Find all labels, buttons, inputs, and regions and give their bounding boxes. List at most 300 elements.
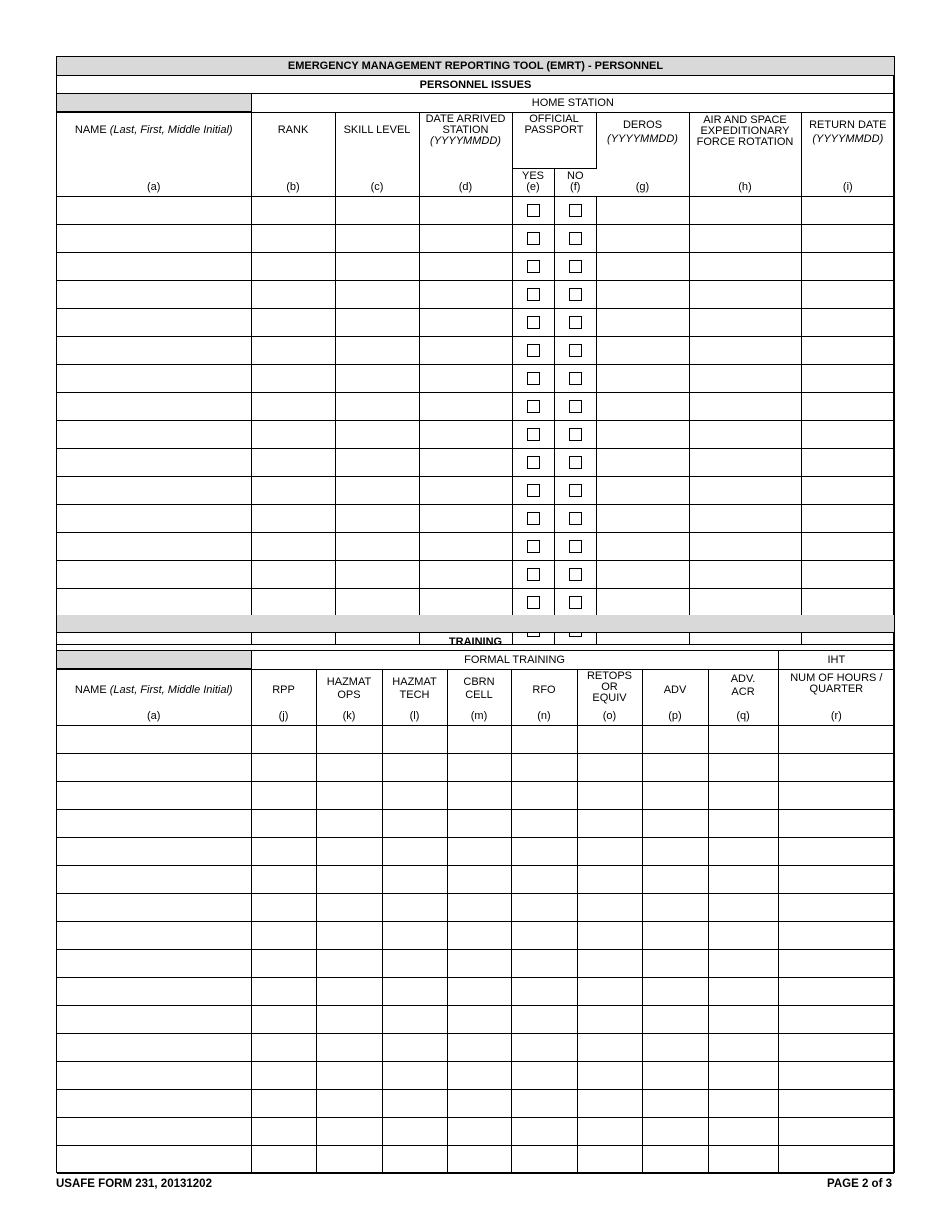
rank-field[interactable] [251,588,335,616]
name-field[interactable] [57,1061,251,1089]
adv-acr-field[interactable] [708,1089,778,1117]
adv-field[interactable] [642,1145,708,1173]
skill-level-field[interactable] [335,308,419,336]
passport-yes-cell [512,448,554,476]
deros-field[interactable] [596,560,689,588]
passport-no-checkbox[interactable] [569,232,582,245]
hazmat-tech-field[interactable] [382,1145,447,1173]
hazmat-ops-field[interactable] [316,1145,382,1173]
passport-no-checkbox[interactable] [569,344,582,357]
return-date-field[interactable] [801,448,894,476]
hazmat-tech-field[interactable] [382,1061,447,1089]
adv-acr-field[interactable] [708,949,778,977]
passport-yes-checkbox[interactable] [527,512,540,525]
name-field[interactable] [57,448,251,476]
aef-rotation-field[interactable] [689,420,801,448]
adv-field[interactable] [642,1061,708,1089]
retops-field[interactable] [577,977,642,1005]
return-date-field[interactable] [801,308,894,336]
passport-yes-checkbox[interactable] [527,260,540,273]
passport-yes-cell [512,420,554,448]
num-hours-field[interactable] [778,1005,894,1033]
date-arrived-field[interactable] [419,448,512,476]
hazmat-tech-field[interactable] [382,921,447,949]
rank-field[interactable] [251,448,335,476]
passport-no-checkbox[interactable] [569,596,582,609]
skill-level-field[interactable] [335,588,419,616]
adv-acr-field[interactable] [708,1145,778,1173]
rfo-field[interactable] [511,893,577,921]
return-date-field[interactable] [801,224,894,252]
date-arrived-field[interactable] [419,420,512,448]
retops-field[interactable] [577,893,642,921]
passport-no-checkbox[interactable] [569,428,582,441]
name-field[interactable] [57,725,251,753]
rank-field[interactable] [251,420,335,448]
hazmat-ops-field[interactable] [316,1117,382,1145]
num-hours-field[interactable] [778,949,894,977]
adv-field[interactable] [642,977,708,1005]
name-field[interactable] [57,224,251,252]
cbrn-cell-field[interactable] [447,837,511,865]
hazmat-ops-field[interactable] [316,837,382,865]
aef-rotation-field[interactable] [689,280,801,308]
return-date-field[interactable] [801,420,894,448]
rank-field[interactable] [251,476,335,504]
hazmat-ops-field[interactable] [316,753,382,781]
hazmat-tech-field[interactable] [382,977,447,1005]
skill-level-field[interactable] [335,420,419,448]
deros-field[interactable] [596,504,689,532]
return-date-field[interactable] [801,532,894,560]
hazmat-ops-field[interactable] [316,809,382,837]
passport-yes-checkbox[interactable] [527,456,540,469]
adv-acr-field[interactable] [708,865,778,893]
skill-level-field[interactable] [335,280,419,308]
cbrn-cell-field[interactable] [447,753,511,781]
hazmat-ops-field[interactable] [316,1005,382,1033]
rank-field[interactable] [251,532,335,560]
return-date-field[interactable] [801,196,894,224]
cbrn-cell-field[interactable] [447,1145,511,1173]
hazmat-ops-field[interactable] [316,1061,382,1089]
skill-level-field[interactable] [335,504,419,532]
return-date-field[interactable] [801,476,894,504]
date-arrived-field[interactable] [419,308,512,336]
aef-rotation-field[interactable] [689,336,801,364]
passport-yes-checkbox[interactable] [527,316,540,329]
rfo-field[interactable] [511,1089,577,1117]
rpp-field[interactable] [251,1033,316,1061]
passport-no-checkbox[interactable] [569,456,582,469]
adv-field[interactable] [642,949,708,977]
hazmat-ops-field[interactable] [316,893,382,921]
name-field[interactable] [57,1005,251,1033]
deros-field[interactable] [596,392,689,420]
retops-field[interactable] [577,1061,642,1089]
deros-field[interactable] [596,532,689,560]
cbrn-cell-field[interactable] [447,1061,511,1089]
retops-field[interactable] [577,725,642,753]
adv-acr-field[interactable] [708,921,778,949]
num-hours-field[interactable] [778,1089,894,1117]
return-date-field[interactable] [801,336,894,364]
name-field[interactable] [57,949,251,977]
rank-field[interactable] [251,504,335,532]
adv-acr-field[interactable] [708,781,778,809]
date-arrived-field[interactable] [419,476,512,504]
hazmat-ops-field[interactable] [316,921,382,949]
num-hours-field[interactable] [778,977,894,1005]
hazmat-ops-field[interactable] [316,977,382,1005]
num-hours-field[interactable] [778,809,894,837]
skill-level-field[interactable] [335,560,419,588]
deros-field[interactable] [596,308,689,336]
aef-rotation-field[interactable] [689,532,801,560]
rfo-field[interactable] [511,1145,577,1173]
cbrn-cell-field[interactable] [447,809,511,837]
deros-field[interactable] [596,420,689,448]
date-arrived-field[interactable] [419,504,512,532]
adv-acr-field[interactable] [708,837,778,865]
hazmat-ops-field[interactable] [316,1089,382,1117]
name-field[interactable] [57,893,251,921]
name-field[interactable] [57,280,251,308]
adv-field[interactable] [642,1089,708,1117]
num-hours-field[interactable] [778,893,894,921]
return-date-field[interactable] [801,364,894,392]
adv-acr-field[interactable] [708,725,778,753]
name-field[interactable] [57,588,251,616]
passport-no-checkbox[interactable] [569,288,582,301]
name-field[interactable] [57,809,251,837]
rpp-field[interactable] [251,725,316,753]
date-arrived-field[interactable] [419,560,512,588]
adv-field[interactable] [642,1033,708,1061]
rfo-field[interactable] [511,949,577,977]
num-hours-field[interactable] [778,1117,894,1145]
passport-yes-checkbox[interactable] [527,400,540,413]
adv-acr-field[interactable] [708,893,778,921]
date-arrived-field[interactable] [419,364,512,392]
rfo-field[interactable] [511,837,577,865]
cbrn-cell-field[interactable] [447,1089,511,1117]
name-field[interactable] [57,532,251,560]
date-arrived-field[interactable] [419,336,512,364]
retops-field[interactable] [577,1145,642,1173]
passport-no-checkbox[interactable] [569,484,582,497]
name-field[interactable] [57,420,251,448]
retops-field[interactable] [577,1089,642,1117]
skill-level-field[interactable] [335,364,419,392]
skill-level-field[interactable] [335,336,419,364]
rfo-field[interactable] [511,753,577,781]
passport-no-cell [554,364,596,392]
rfo-field[interactable] [511,865,577,893]
name-field[interactable] [57,196,251,224]
hazmat-ops-field[interactable] [316,725,382,753]
rank-field[interactable] [251,224,335,252]
rfo-field[interactable] [511,977,577,1005]
num-hours-field[interactable] [778,1061,894,1089]
rank-field[interactable] [251,392,335,420]
aef-rotation-field[interactable] [689,308,801,336]
passport-no-checkbox[interactable] [569,568,582,581]
name-field[interactable] [57,392,251,420]
cbrn-cell-field[interactable] [447,977,511,1005]
passport-yes-checkbox[interactable] [527,288,540,301]
num-hours-field[interactable] [778,781,894,809]
adv-acr-field[interactable] [708,753,778,781]
cbrn-cell-field[interactable] [447,725,511,753]
skill-level-field[interactable] [335,224,419,252]
rank-field[interactable] [251,336,335,364]
date-arrived-field[interactable] [419,280,512,308]
aef-rotation-field[interactable] [689,560,801,588]
hazmat-ops-field[interactable] [316,865,382,893]
rfo-field[interactable] [511,1117,577,1145]
skill-level-field[interactable] [335,476,419,504]
skill-level-field[interactable] [335,252,419,280]
aef-rotation-col-header [689,112,801,196]
rfo-field[interactable] [511,1033,577,1061]
adv-acr-field[interactable] [708,1005,778,1033]
name-field[interactable] [57,1089,251,1117]
hazmat-tech-field[interactable] [382,893,447,921]
retops-field[interactable] [577,1117,642,1145]
rpp-field[interactable] [251,893,316,921]
adv-field[interactable] [642,809,708,837]
num-hours-field[interactable] [778,837,894,865]
adv-field[interactable] [642,893,708,921]
passport-yes-checkbox[interactable] [527,540,540,553]
hazmat-tech-field[interactable] [382,753,447,781]
adv-field[interactable] [642,781,708,809]
cbrn-cell-field[interactable] [447,1005,511,1033]
retops-field[interactable] [577,781,642,809]
rpp-field[interactable] [251,809,316,837]
hazmat-tech-field[interactable] [382,1117,447,1145]
aef-rotation-field[interactable] [689,588,801,616]
passport-no-checkbox[interactable] [569,540,582,553]
aef-rotation-field[interactable] [689,448,801,476]
rpp-field[interactable] [251,1005,316,1033]
retops-field[interactable] [577,1033,642,1061]
hazmat-tech-field[interactable] [382,949,447,977]
rfo-field[interactable] [511,921,577,949]
date-arrived-field[interactable] [419,392,512,420]
cbrn-cell-field[interactable] [447,893,511,921]
retops-field[interactable] [577,809,642,837]
rfo-field[interactable] [511,1061,577,1089]
hazmat-tech-field[interactable] [382,725,447,753]
date-arrived-field[interactable] [419,252,512,280]
rpp-field[interactable] [251,1117,316,1145]
date-arrived-field[interactable] [419,532,512,560]
name-field[interactable] [57,921,251,949]
deros-field[interactable] [596,448,689,476]
aef-rotation-field[interactable] [689,224,801,252]
passport-no-checkbox[interactable] [569,372,582,385]
cbrn-cell-field[interactable] [447,865,511,893]
num-hours-field[interactable] [778,725,894,753]
cbrn-cell-field[interactable] [447,921,511,949]
hazmat-ops-field[interactable] [316,949,382,977]
retops-field[interactable] [577,837,642,865]
deros-field[interactable] [596,336,689,364]
aef-rotation-field[interactable] [689,476,801,504]
cbrn-cell-field[interactable] [447,1033,511,1061]
date-arrived-field[interactable] [419,588,512,616]
return-date-field[interactable] [801,280,894,308]
cbrn-cell-field[interactable] [447,1117,511,1145]
name-field[interactable] [57,977,251,1005]
passport-no-checkbox[interactable] [569,316,582,329]
rfo-field[interactable] [511,725,577,753]
rank-field[interactable] [251,252,335,280]
hazmat-tech-field[interactable] [382,1005,447,1033]
passport-yes-checkbox[interactable] [527,344,540,357]
rank-field[interactable] [251,560,335,588]
cbrn-cell-field[interactable] [447,781,511,809]
passport-no-checkbox[interactable] [569,512,582,525]
date-arrived-field[interactable] [419,224,512,252]
aef-rotation-field[interactable] [689,252,801,280]
passport-yes-checkbox[interactable] [527,596,540,609]
rfo-field[interactable] [511,1005,577,1033]
name-field[interactable] [57,252,251,280]
name-field[interactable] [57,837,251,865]
date-arrived-field[interactable] [419,196,512,224]
passport-yes-cell [512,308,554,336]
skill-level-field[interactable] [335,196,419,224]
adv-field[interactable] [642,837,708,865]
passport-no-checkbox[interactable] [569,400,582,413]
rank-field[interactable] [251,196,335,224]
deros-field[interactable] [596,252,689,280]
adv-acr-field[interactable] [708,1033,778,1061]
deros-field[interactable] [596,280,689,308]
rpp-field[interactable] [251,949,316,977]
aef-rotation-field[interactable] [689,196,801,224]
name-field[interactable] [57,336,251,364]
passport-yes-checkbox[interactable] [527,372,540,385]
skill-level-field[interactable] [335,392,419,420]
hazmat-tech-field[interactable] [382,781,447,809]
rpp-field[interactable] [251,837,316,865]
retops-field[interactable] [577,1005,642,1033]
return-date-field[interactable] [801,588,894,616]
adv-acr-field[interactable] [708,809,778,837]
name-field[interactable] [57,308,251,336]
rank-field[interactable] [251,280,335,308]
hazmat-tech-field[interactable] [382,865,447,893]
adv-acr-field[interactable] [708,977,778,1005]
deros-field[interactable] [596,196,689,224]
name-field[interactable] [57,364,251,392]
hazmat-ops-field[interactable] [316,1033,382,1061]
return-date-field[interactable] [801,392,894,420]
hazmat-ops-field[interactable] [316,781,382,809]
hazmat-tech-field[interactable] [382,837,447,865]
passport-yes-checkbox[interactable] [527,232,540,245]
hazmat-tech-field[interactable] [382,1033,447,1061]
rank-field[interactable] [251,308,335,336]
num-hours-field[interactable] [778,921,894,949]
name-field[interactable] [57,476,251,504]
rfo-field[interactable] [511,781,577,809]
retops-field[interactable] [577,949,642,977]
rpp-field[interactable] [251,1061,316,1089]
deros-field[interactable] [596,476,689,504]
adv-field[interactable] [642,921,708,949]
name-field[interactable] [57,1033,251,1061]
name-field[interactable] [57,865,251,893]
name-field[interactable] [57,781,251,809]
rpp-field[interactable] [251,753,316,781]
passport-no-checkbox[interactable] [569,260,582,273]
rpp-field[interactable] [251,977,316,1005]
passport-yes-checkbox[interactable] [527,568,540,581]
aef-rotation-field[interactable] [689,364,801,392]
num-hours-field[interactable] [778,865,894,893]
passport-yes-checkbox[interactable] [527,204,540,217]
adv-field[interactable] [642,1117,708,1145]
retops-field[interactable] [577,921,642,949]
name-field[interactable] [57,560,251,588]
rpp-field[interactable] [251,921,316,949]
return-date-field[interactable] [801,252,894,280]
name-field[interactable] [57,753,251,781]
passport-no-checkbox[interactable] [569,204,582,217]
passport-yes-checkbox[interactable] [527,484,540,497]
aef-rotation-field[interactable] [689,504,801,532]
hazmat-tech-field[interactable] [382,1089,447,1117]
rfo-field[interactable] [511,809,577,837]
rpp-field[interactable] [251,865,316,893]
retops-field[interactable] [577,865,642,893]
return-date-field[interactable] [801,560,894,588]
adv-field[interactable] [642,1005,708,1033]
passport-yes-checkbox[interactable] [527,428,540,441]
retops-field[interactable] [577,753,642,781]
aef-rotation-field[interactable] [689,392,801,420]
rank-field[interactable] [251,364,335,392]
name-field[interactable] [57,1117,251,1145]
cbrn-cell-field[interactable] [447,949,511,977]
skill-level-field[interactable] [335,448,419,476]
rpp-field[interactable] [251,781,316,809]
adv-field[interactable] [642,725,708,753]
return-date-field[interactable] [801,504,894,532]
deros-field[interactable] [596,224,689,252]
num-hours-field[interactable] [778,1145,894,1173]
hazmat-tech-field[interactable] [382,809,447,837]
rpp-field[interactable] [251,1145,316,1173]
deros-field[interactable] [596,588,689,616]
adv-acr-field[interactable] [708,1117,778,1145]
name-field[interactable] [57,1145,251,1173]
num-hours-field[interactable] [778,1033,894,1061]
name-field[interactable] [57,504,251,532]
adv-acr-field[interactable] [708,1061,778,1089]
adv-field[interactable] [642,865,708,893]
num-hours-field[interactable] [778,753,894,781]
adv-field[interactable] [642,753,708,781]
rpp-field[interactable] [251,1089,316,1117]
skill-level-field[interactable] [335,532,419,560]
deros-field[interactable] [596,364,689,392]
